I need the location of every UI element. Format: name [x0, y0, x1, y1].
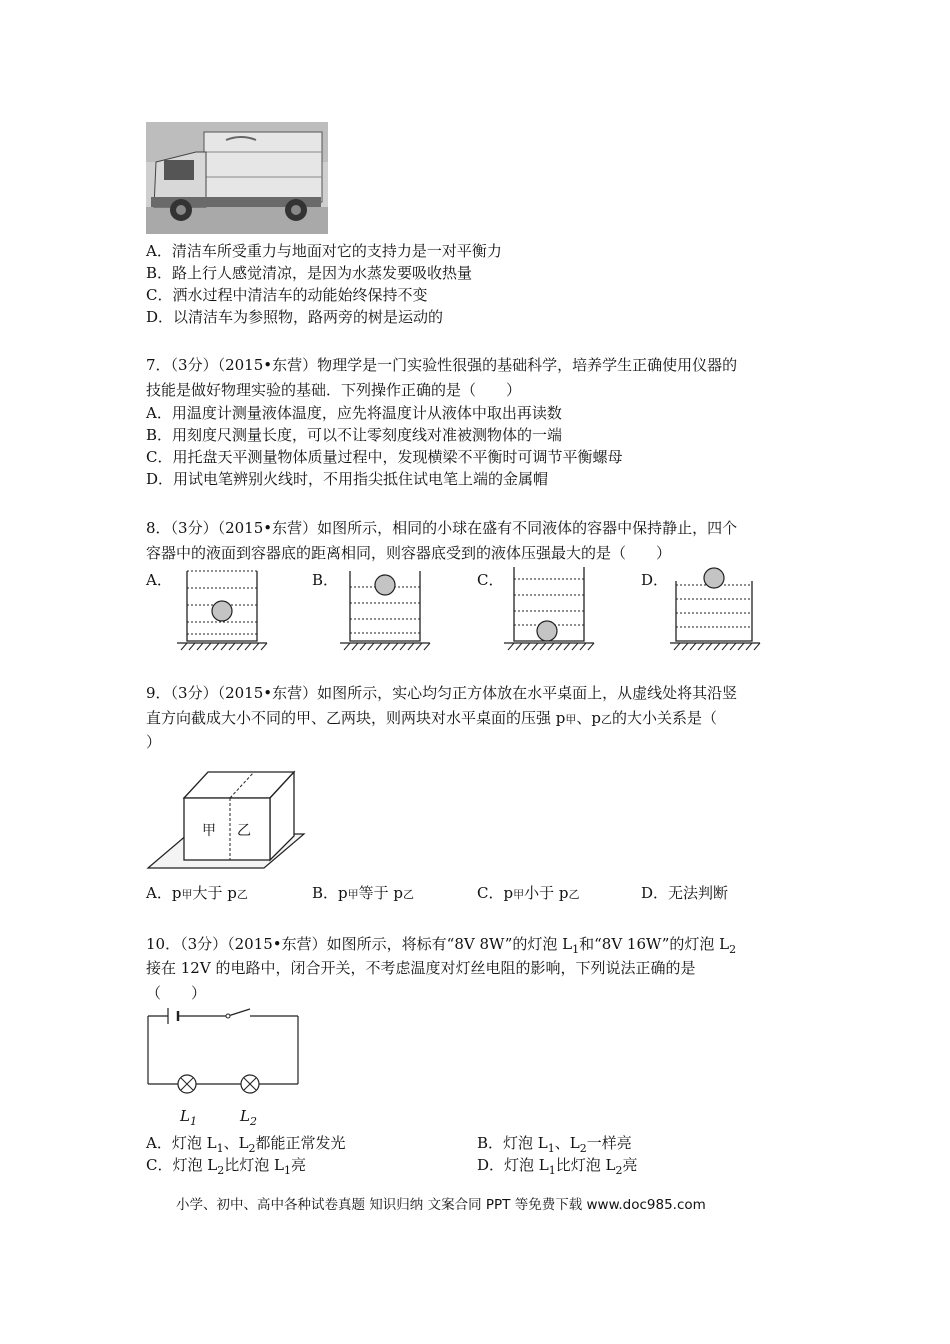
q9-option-d: D．无法判断: [641, 884, 729, 902]
q10-fig-l1-label: $L_1$: [180, 1107, 197, 1128]
q10-circuit-diagram: [146, 1006, 302, 1102]
q9-option-b: B．p甲等于 p乙: [312, 884, 415, 902]
q8-label-d: D．: [641, 571, 669, 589]
q8-container-b: [338, 565, 433, 655]
lamp-l2-icon: [241, 1075, 259, 1093]
q9-stem-line1: 9．（3分）（2015•东营）如图所示，实心均匀正方体放在水平桌面上，从虚线处将其沿竖: [146, 684, 738, 702]
q6-option-b: B．路上行人感觉清凉，是因为水蒸发要吸收热量: [146, 264, 473, 282]
q8-container-d: [668, 565, 763, 655]
q8-label-c: C．: [477, 571, 504, 589]
q7-option-c: C．用托盘天平测量物体质量过程中，发现横梁不平衡时可调节平衡螺母: [146, 448, 623, 466]
q7-stem-line1: 7．（3分）（2015•东营）物理学是一门实验性很强的基础科学，培养学生正确使用仪器的: [146, 356, 738, 374]
q6-option-c: C．洒水过程中清洁车的动能始终保持不变: [146, 286, 428, 304]
q9-label-yi: 乙: [237, 823, 251, 839]
q9-option-a: A．p甲大于 p乙: [146, 884, 248, 902]
q8-container-c: [502, 565, 597, 655]
q8-container-a: [175, 565, 270, 655]
q10-option-c: C．灯泡 $L_2$比灯泡 $L_1$亮: [146, 1156, 306, 1177]
q6-option-a: A．清洁车所受重力与地面对它的支持力是一对平衡力: [146, 242, 502, 260]
q10-fig-l2-label: $L_2$: [240, 1107, 257, 1128]
q10-stem-line1: 10．（3分）（2015•东营）如图所示，将标有“8V 8W”的灯泡 $L_1$和“8V 16W”的灯泡 $L_2$: [146, 935, 737, 956]
q9-cube-figure: [146, 764, 306, 874]
q7-option-b: B．用刻度尺测量长度，可以不让零刻度线对准被测物体的一端: [146, 426, 563, 444]
cleaning-truck-photo: [146, 122, 328, 234]
q9-option-c: C．p甲小于 p乙: [477, 884, 580, 902]
q10-option-a: A．灯泡 $L_1$、$L_2$都能正常发光: [146, 1134, 346, 1155]
q7-option-d: D．用试电笔辨别火线时，不用指尖抵住试电笔上端的金属帽: [146, 470, 549, 488]
q7-stem-line2: 技能是做好物理实验的基础．下列操作正确的是（ ）: [146, 381, 522, 399]
q8-label-b: B．: [312, 571, 339, 589]
q10-stem-line3: （ ）: [146, 984, 207, 1002]
q9-label-jia: 甲: [202, 823, 216, 839]
q10-option-b: B．灯泡 $L_1$、$L_2$一样亮: [477, 1134, 632, 1155]
q9-stem-line3: ）: [146, 733, 162, 751]
q10-option-d: D．灯泡 $L_1$比灯泡 $L_2$亮: [477, 1156, 638, 1177]
q7-option-a: A．用温度计测量液体温度，应先将温度计从液体中取出再读数: [146, 404, 562, 422]
q8-stem-line2: 容器中的液面到容器底的距离相同，则容器底受到的液体压强最大的是（ ）: [146, 544, 672, 562]
q10-stem-line2: 接在 12V 的电路中，闭合开关，不考虑温度对灯丝电阻的影响，下列说法正确的是: [146, 959, 696, 977]
lamp-l1-icon: [178, 1075, 196, 1093]
q8-stem-line1: 8．（3分）（2015•东营）如图所示，相同的小球在盛有不同液体的容器中保持静止，四个: [146, 519, 738, 537]
page-footer: 小学、初中、高中各种试卷真题 知识归纳 文案合同 PPT 等免费下载 www.doc985.com: [176, 1197, 706, 1213]
q6-option-d: D．以清洁车为参照物，路两旁的树是运动的: [146, 308, 444, 326]
q9-stem-line2: 直方向截成大小不同的甲、乙两块，则两块对水平桌面的压强 p甲、p乙的大小关系是（: [146, 709, 717, 727]
q8-label-a: A．: [146, 571, 172, 589]
